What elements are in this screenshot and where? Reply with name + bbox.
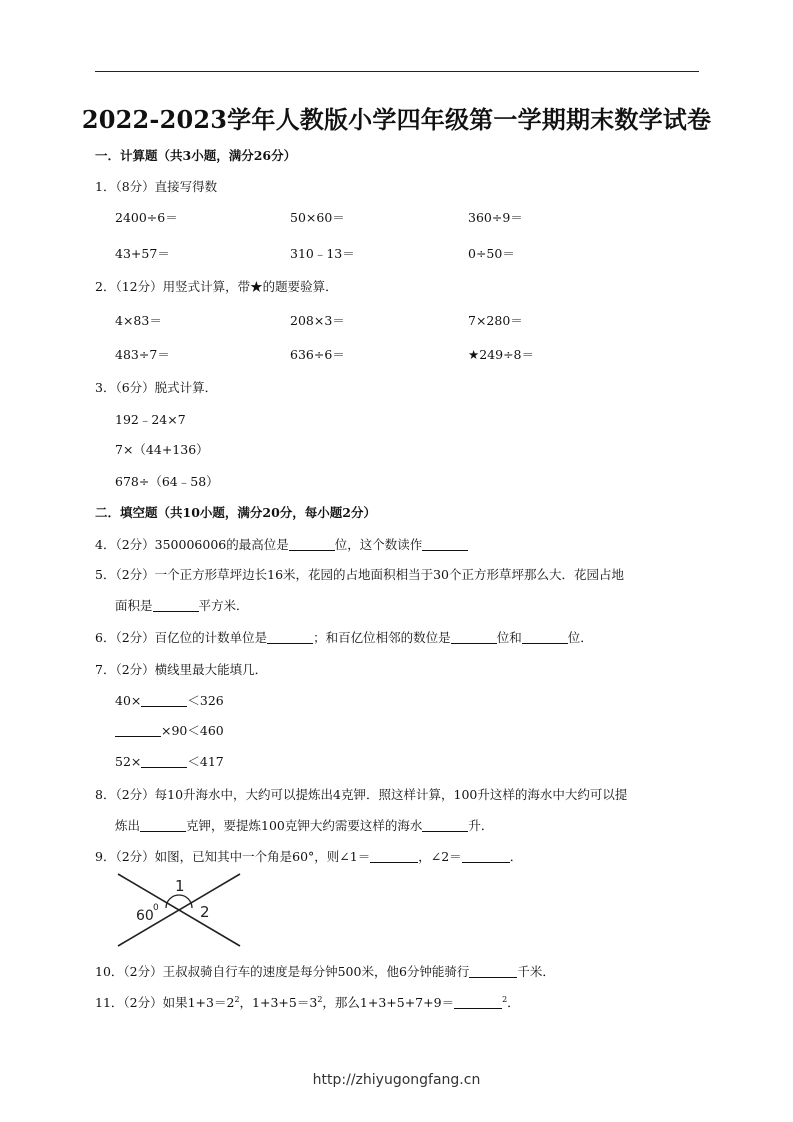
q4-text-a: 4．（2分）350006006的最高位是	[95, 537, 289, 552]
angle-label-2: 2	[200, 903, 210, 921]
q10-text-a: 10．（2分）王叔叔骑自行车的速度是每分钟500米，他6分钟能骑行	[95, 964, 470, 979]
question-5-line2	[115, 596, 249, 614]
answer-blank[interactable]	[469, 965, 517, 978]
q1-item: 360÷9＝	[468, 210, 523, 225]
question-9	[95, 847, 522, 865]
q4-text-b: 位，这个数读作	[334, 537, 423, 552]
answer-blank[interactable]	[141, 755, 187, 768]
q11-text-e: ．	[507, 995, 520, 1010]
q2-item: 4×83＝	[115, 313, 162, 328]
answer-blank[interactable]	[454, 996, 502, 1009]
top-rule	[95, 71, 699, 72]
question-11	[95, 993, 520, 1011]
question-2-stem: 2．（12分）用竖式计算，带★的题要验算．	[95, 279, 338, 294]
q5-text-a: 面积是	[115, 598, 153, 613]
q1-item: 43+57＝	[115, 246, 170, 261]
q3-item: 678÷（64﹣58）	[115, 474, 219, 489]
question-6	[95, 628, 593, 646]
superscript: 2	[317, 994, 323, 1004]
q3-item: 7×（44+136）	[115, 442, 209, 457]
answer-blank[interactable]	[522, 631, 568, 644]
q10-text-b: 千米．	[517, 964, 555, 979]
angle-arc	[166, 895, 192, 908]
q1-item: 310﹣13＝	[290, 246, 355, 261]
q11-text-a: 11．（2分）如果1+3＝2	[95, 995, 235, 1010]
q2-item: 483÷7＝	[115, 347, 170, 362]
question-4	[95, 535, 468, 553]
q7-text: ＜417	[187, 754, 224, 769]
q8-text-a: 炼出	[115, 818, 141, 833]
q7-text: 52×	[115, 754, 142, 769]
q3-item: 192﹣24×7	[115, 412, 186, 427]
answer-blank[interactable]	[451, 631, 497, 644]
q9-text-c: ．	[509, 849, 523, 864]
q11-text-b: ，1+3+5＝3	[239, 995, 318, 1010]
q7-text: ＜326	[187, 693, 224, 708]
q1-item: 0÷50＝	[468, 246, 515, 261]
answer-blank[interactable]	[267, 631, 313, 644]
q6-text-b: ；和百亿位相邻的数位是	[313, 630, 451, 645]
section-heading-1: 一．计算题（共3小题，满分26分）	[95, 148, 297, 163]
angle-label-1: 1	[175, 877, 185, 895]
q8-text-c: 升．	[468, 818, 494, 833]
q2-item: 7×280＝	[468, 313, 523, 328]
angle-label-60: 60	[136, 908, 154, 924]
answer-blank[interactable]	[141, 694, 187, 707]
question-5-line1: 5．（2分）一个正方形草坪边长16米，花园的占地面积相当于30个正方形草坪那么大．花园占地	[95, 567, 624, 582]
answer-blank[interactable]	[462, 850, 510, 863]
degree-mark: 0	[153, 903, 159, 913]
page-title: 2022-2023学年人教版小学四年级第一学期期末数学试卷	[81, 105, 712, 134]
q7-line-3	[115, 752, 224, 770]
question-10	[95, 962, 555, 980]
superscript: 2	[234, 994, 240, 1004]
answer-blank[interactable]	[422, 819, 468, 832]
q7-line-1	[115, 691, 224, 709]
q6-text-d: 位．	[567, 630, 593, 645]
answer-blank[interactable]	[370, 850, 418, 863]
q8-text-b: 克钾，要提炼100克钾大约需要这样的海水	[186, 818, 423, 833]
q5-text-b: 平方米．	[198, 598, 249, 613]
q7-text: 40×	[115, 693, 142, 708]
q1-item: 2400÷6＝	[115, 210, 178, 225]
q7-text: ×90＜460	[161, 723, 224, 738]
q9-text-b: ，∠2＝	[418, 849, 462, 864]
question-1-stem: 1．（8分）直接写得数	[95, 179, 218, 194]
q2-item: 636÷6＝	[290, 347, 345, 362]
q11-text-c: ，那么1+3+5+7+9＝	[322, 995, 455, 1010]
q2-item: ★249÷8＝	[468, 347, 534, 362]
question-8-line2	[115, 816, 493, 834]
answer-blank[interactable]	[153, 599, 199, 612]
superscript: 2	[502, 994, 508, 1004]
q6-text-a: 6．（2分）百亿位的计数单位是	[95, 630, 268, 645]
answer-blank[interactable]	[289, 538, 335, 551]
question-8-line1: 8．（2分）每10升海水中，大约可以提炼出4克钾．照这样计算，100升这样的海水中大约可以提	[95, 787, 628, 802]
q2-item: 208×3＝	[290, 313, 345, 328]
answer-blank[interactable]	[115, 724, 161, 737]
question-3-stem: 3．（6分）脱式计算．	[95, 380, 218, 395]
answer-blank[interactable]	[422, 538, 468, 551]
question-7-stem: 7．（2分）横线里最大能填几．	[95, 662, 268, 677]
q9-text-a: 9．（2分）如图，已知其中一个角是60°，则∠1＝	[95, 849, 371, 864]
answer-blank[interactable]	[140, 819, 186, 832]
q1-item: 50×60＝	[290, 210, 345, 225]
q6-text-c: 位和	[496, 630, 522, 645]
angle-diagram	[114, 868, 244, 950]
section-heading-2: 二．填空题（共10小题，满分20分，每小题2分）	[95, 505, 376, 520]
q7-line-2	[115, 721, 224, 739]
footer-url[interactable]: http://zhiyugongfang.cn	[312, 1072, 481, 1088]
